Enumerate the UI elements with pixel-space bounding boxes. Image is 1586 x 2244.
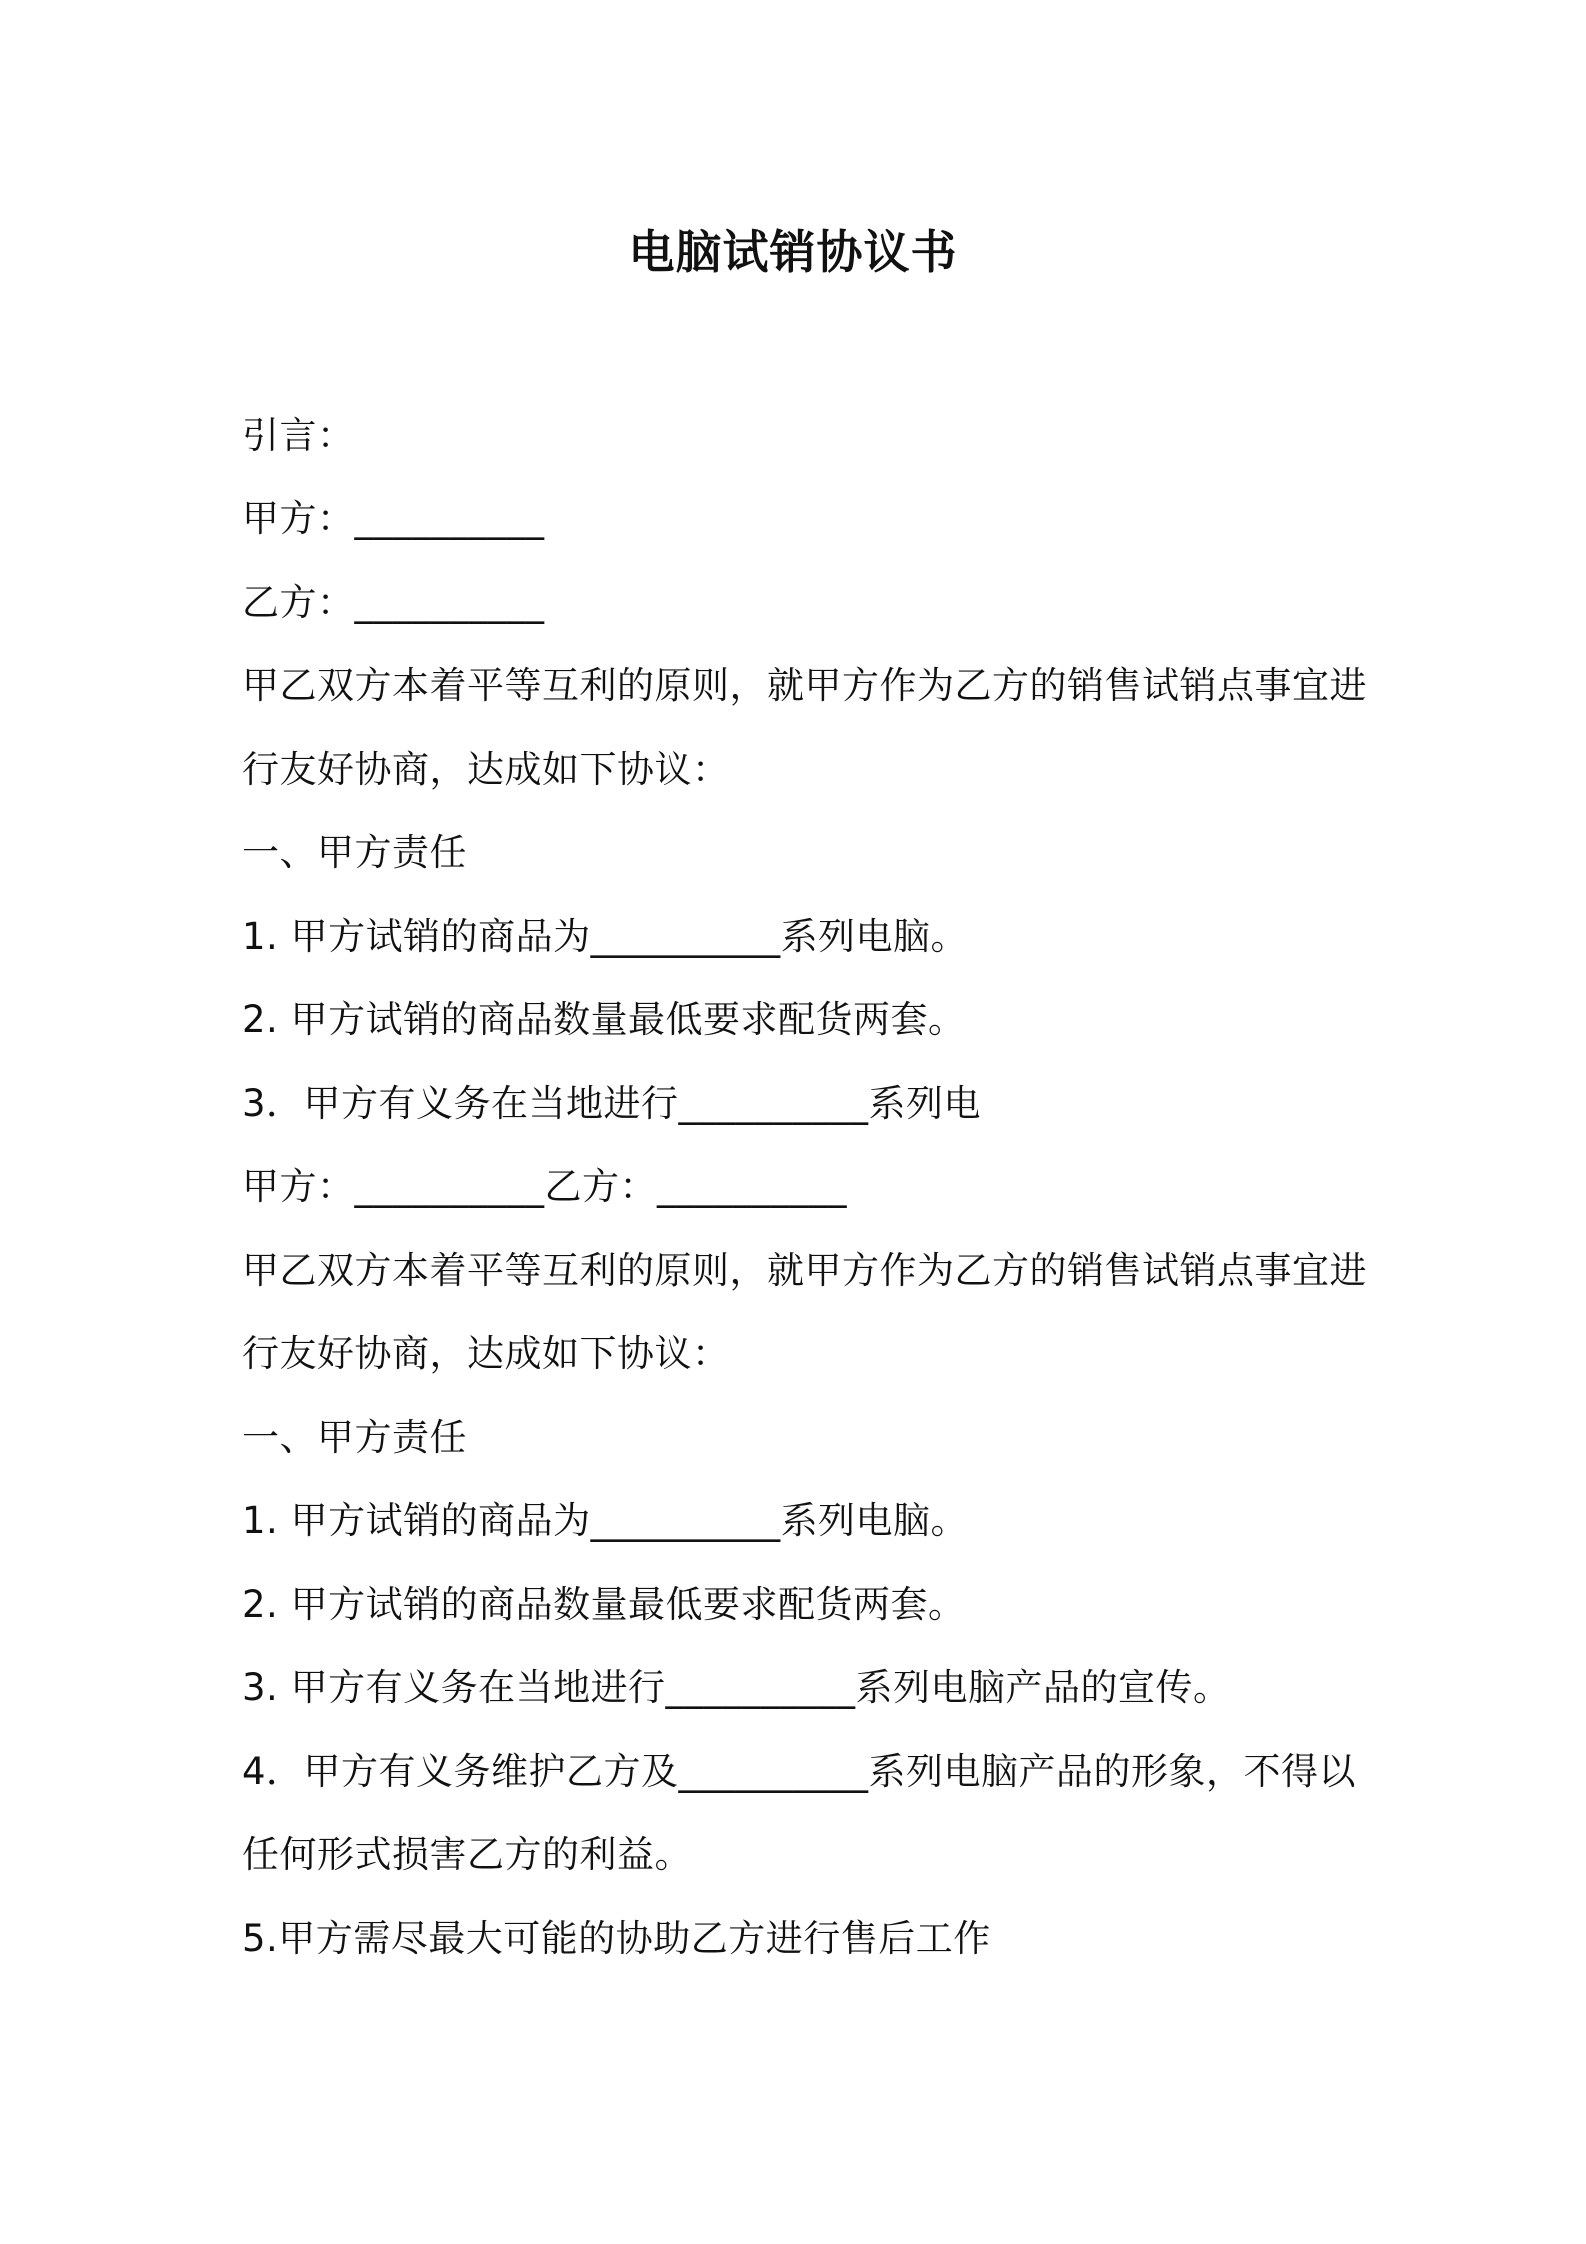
clause-1b: 1. 甲方试销的商品为__________系列电脑。 — [242, 1499, 969, 1542]
preamble-line-2b: 行友好协商，达成如下协议： — [242, 1332, 730, 1375]
parties-line: 甲方：__________乙方：__________ — [242, 1165, 847, 1208]
clause-3b: 3. 甲方有义务在当地进行__________系列电脑产品的宣传。 — [242, 1666, 1231, 1709]
preamble-line-2: 行友好协商，达成如下协议： — [242, 748, 730, 791]
section-heading-b: 一、甲方责任 — [242, 1416, 467, 1459]
preamble-line-1b: 甲乙双方本着平等互利的原则，就甲方作为乙方的销售试销点事宜进 — [242, 1249, 1367, 1292]
document-title: 电脑试销协议书 — [628, 225, 958, 279]
clause-1: 1. 甲方试销的商品为__________系列电脑。 — [242, 915, 969, 958]
party-b-line: 乙方：__________ — [242, 581, 545, 624]
clause-2b: 2. 甲方试销的商品数量最低要求配货两套。 — [242, 1583, 966, 1626]
intro-label: 引言： — [242, 414, 355, 457]
preamble-line-1: 甲乙双方本着平等互利的原则，就甲方作为乙方的销售试销点事宜进 — [242, 664, 1367, 707]
party-a-line: 甲方：__________ — [242, 497, 545, 540]
section-heading: 一、甲方责任 — [242, 831, 467, 874]
clause-3-partial: 3．甲方有义务在当地进行__________系列电 — [242, 1082, 982, 1125]
clause-2: 2. 甲方试销的商品数量最低要求配货两套。 — [242, 998, 966, 1041]
clause-5: 5.甲方需尽最大可能的协助乙方进行售后工作 — [242, 1917, 991, 1960]
clause-4-line-2: 任何形式损害乙方的利益。 — [242, 1833, 692, 1876]
clause-4-line-1: 4．甲方有义务维护乙方及__________系列电脑产品的形象，不得以 — [242, 1750, 1357, 1793]
